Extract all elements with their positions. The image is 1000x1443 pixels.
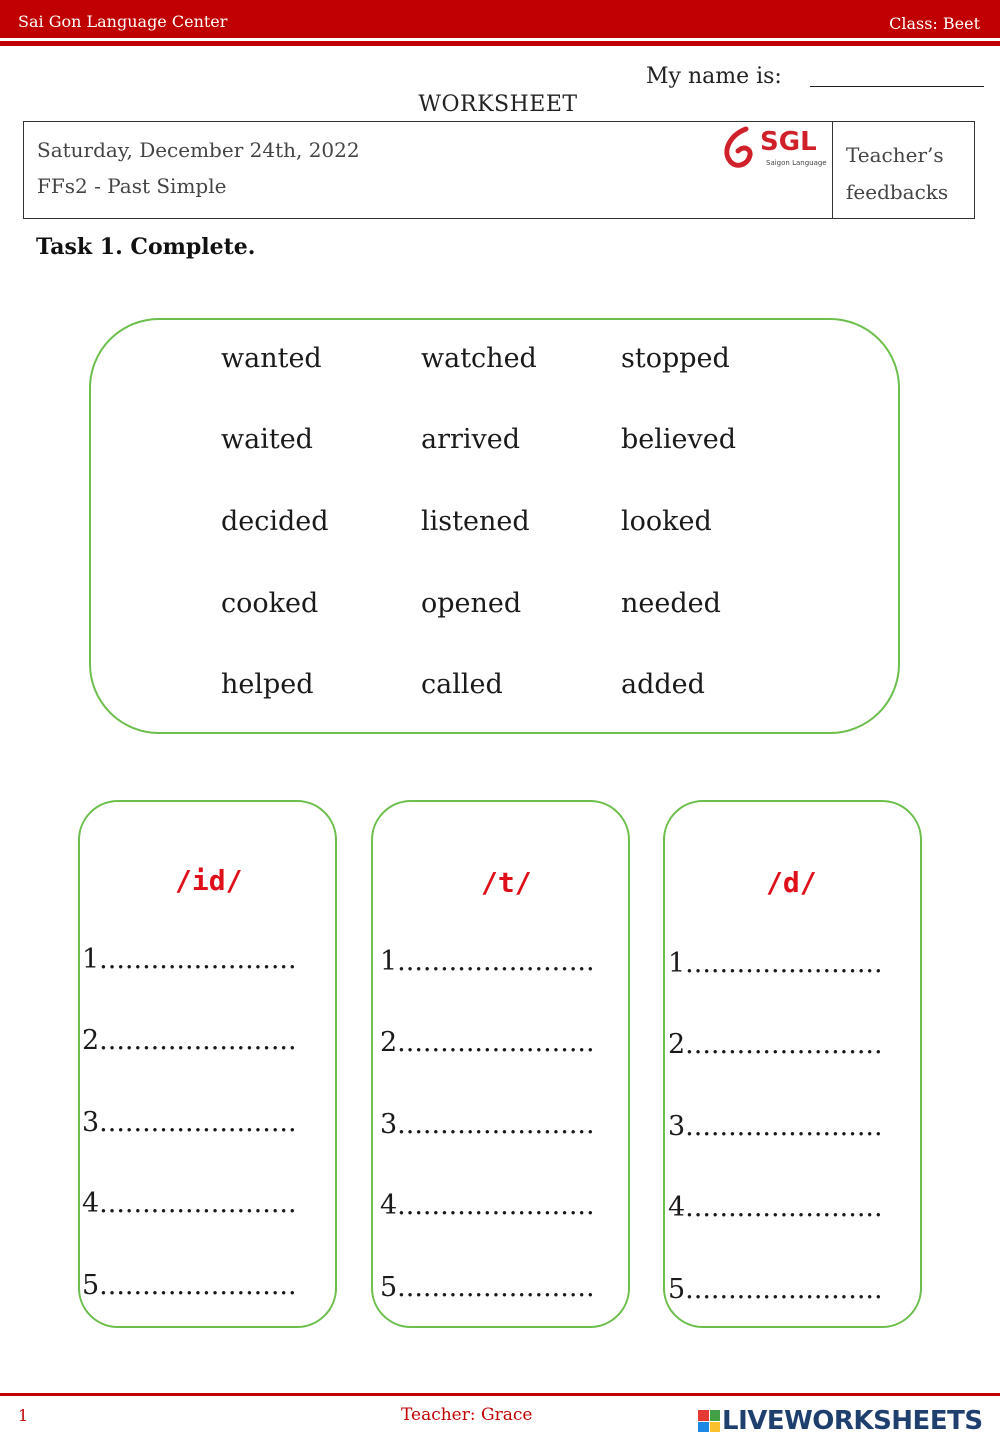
answer-blank[interactable]: 1....................... (668, 948, 883, 979)
answer-blank[interactable]: 1....................... (380, 946, 595, 977)
word-item[interactable]: looked (621, 506, 712, 537)
category-label-d: /d/ (766, 866, 817, 899)
liveworksheets-icon (698, 1410, 720, 1432)
word-item[interactable]: stopped (621, 343, 730, 374)
answer-blank[interactable]: 2....................... (82, 1025, 297, 1056)
teacher-name: Teacher: Grace (401, 1405, 533, 1425)
word-item[interactable]: arrived (421, 424, 521, 455)
footer-divider (0, 1393, 1000, 1396)
answer-blank[interactable]: 2....................... (668, 1029, 883, 1060)
class-label: Class: Beet (889, 14, 980, 33)
header-bar (0, 0, 1000, 38)
word-item[interactable]: wanted (221, 343, 322, 374)
word-item[interactable]: waited (221, 424, 313, 455)
liveworksheets-brand: LIVEWORKSHEETS (722, 1406, 983, 1436)
answer-blank[interactable]: 4....................... (380, 1190, 595, 1221)
word-item[interactable]: helped (221, 669, 314, 700)
logo-text: SGL (760, 127, 817, 157)
word-item[interactable]: added (621, 669, 705, 700)
sgl-logo (720, 125, 830, 175)
logo-subtext: Saigon Language (766, 159, 827, 167)
word-item[interactable]: decided (221, 506, 329, 537)
answer-blank[interactable]: 1....................... (82, 944, 297, 975)
page-title: WORKSHEET (418, 92, 578, 117)
category-label-t: /t/ (481, 866, 532, 899)
word-item[interactable]: watched (421, 343, 537, 374)
answer-blank[interactable]: 5....................... (668, 1274, 883, 1305)
info-box-divider (832, 121, 833, 219)
page-number: 1 (18, 1406, 29, 1425)
answer-blank[interactable]: 3....................... (380, 1109, 595, 1140)
word-item[interactable]: opened (421, 588, 522, 619)
lesson-title: FFs2 - Past Simple (37, 174, 227, 198)
word-item[interactable]: needed (621, 588, 721, 619)
word-item[interactable]: listened (421, 506, 530, 537)
name-input-line[interactable] (810, 86, 984, 87)
answer-blank[interactable]: 5....................... (380, 1272, 595, 1303)
feedback-line-1: Teacher’s (846, 143, 944, 167)
word-item[interactable]: called (421, 669, 503, 700)
name-prompt: My name is: (646, 64, 782, 89)
answer-blank[interactable]: 3....................... (82, 1107, 297, 1138)
category-label-id: /id/ (175, 864, 243, 897)
answer-blank[interactable]: 5....................... (82, 1270, 297, 1301)
teacher-feedback-label (846, 137, 948, 211)
answer-blank[interactable]: 4....................... (82, 1188, 297, 1219)
feedback-line-2: feedbacks (846, 180, 949, 204)
liveworksheets-logo[interactable] (698, 1406, 983, 1436)
answer-blank[interactable]: 3....................... (668, 1111, 883, 1142)
word-item[interactable]: cooked (221, 588, 319, 619)
answer-blank[interactable]: 2....................... (380, 1027, 595, 1058)
task-title: Task 1. Complete. (36, 234, 256, 260)
sgl-swoosh-icon (720, 125, 760, 173)
header-divider (0, 41, 1000, 46)
word-item[interactable]: believed (621, 424, 737, 455)
lesson-date: Saturday, December 24th, 2022 (37, 138, 360, 162)
answer-blank[interactable]: 4....................... (668, 1192, 883, 1223)
center-name: Sai Gon Language Center (18, 12, 228, 31)
